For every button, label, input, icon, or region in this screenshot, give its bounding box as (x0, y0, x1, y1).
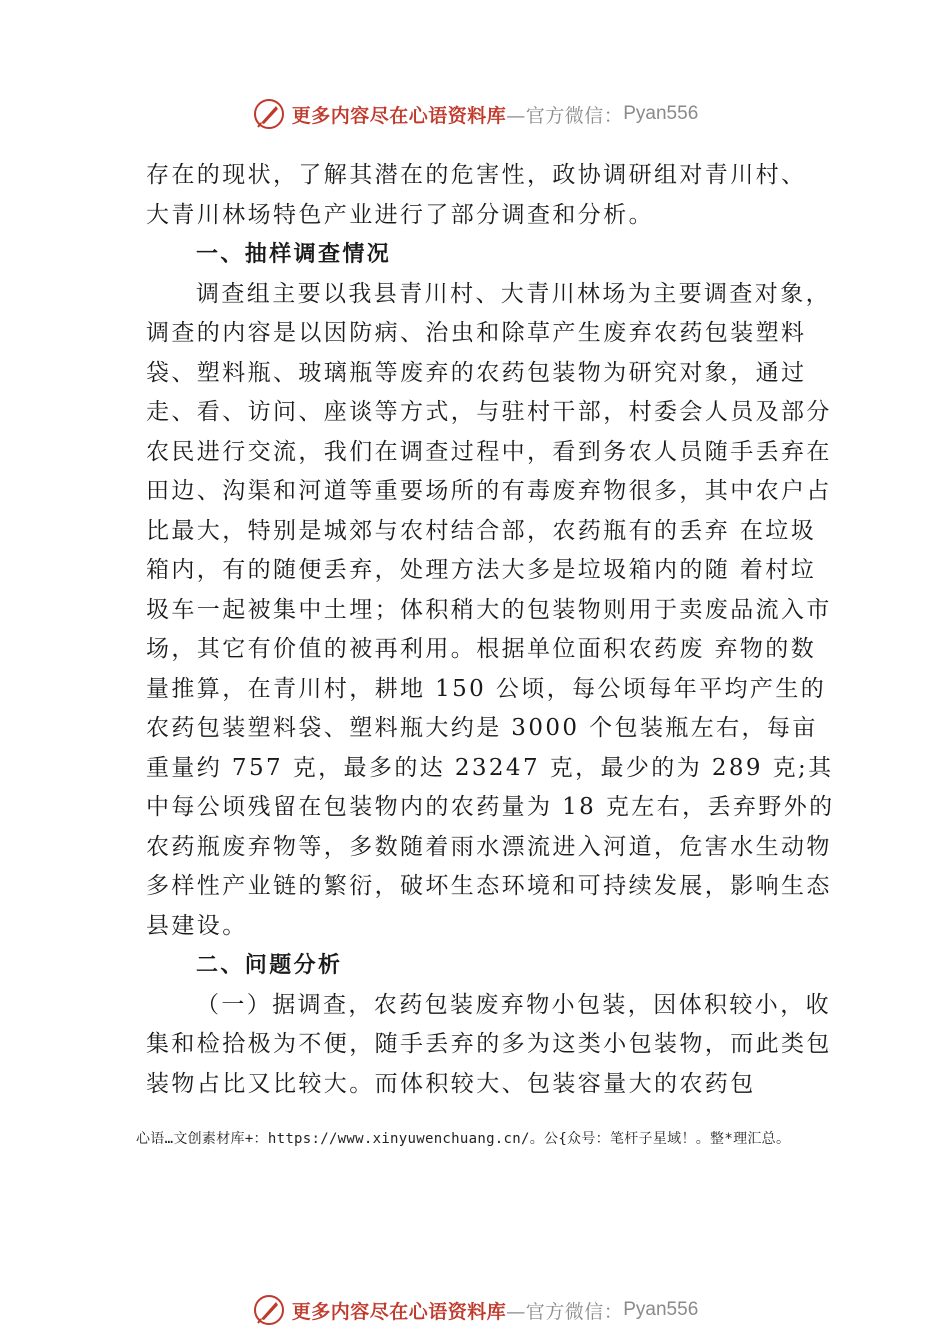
paragraph: （一）据调查，农药包装废弃物小包装，因体积较小，收集和检拾极为不便，随手丢弃的多为这类小包装物，而此类包装物占比又比较大。而体积较大、包装容量大的农药包 (146, 991, 832, 1097)
banner-wechat-id: Pyan556 (623, 103, 699, 124)
header-banner (0, 94, 950, 134)
banner-wechat-label: —官方微信： (506, 104, 624, 127)
quill-logo-icon (252, 1293, 286, 1327)
banner-wechat-label: —官方微信： (506, 1300, 624, 1323)
paragraph: 存在的现状，了解其潜在的危害性，政协调研组对青川村、 大青川林场特色产业进行了部分调查和分析。 (146, 162, 807, 228)
section-heading: 二、问题分析 (196, 953, 343, 978)
footer-note: 心语…文创素材库+：https://www.xinyuwenchuang.cn/。公{众号：笔杆子星域！。整*理汇总。 (136, 1131, 791, 1147)
banner-wechat-id: Pyan556 (623, 1299, 699, 1320)
banner-title: 更多内容尽在心语资料库 (291, 1300, 507, 1323)
document-body (146, 156, 836, 1104)
quill-logo-icon (252, 97, 286, 131)
paragraph: 调查组主要以我县青川村、大青川林场为主要调查对象，调查的内容是以因防病、治虫和除草产生废弃农药包装塑料袋、塑料瓶、玻璃瓶等废弃的农药包装物为研究对象，通过走、看、访问、座谈等方式，与驻村干部，村委会人员及部分农民进行交流，我们在调查过程中，看到务农人员随手丢弃在田边、沟渠和河道等重要场所的有毒废弃物很多，其中农户占比最大，特别是城郊与农村结合部，农药瓶有的丢弃 在垃圾箱内，有的随便丢弃，处理方法大多是垃圾箱内的随 着村垃圾车一起被集中土埋；体积稍大的包装物则用于卖废品流入市场，其它有价值的被再利用。根据单位面积农药废 弃物的数量推算，在青川村，耕地 150 公顷，每公顷每年平均产生的农药包装塑料袋、塑料瓶大约是 3000 个包装瓶左右，每亩重量约 757 克，最多的达 23247 克，最少的为 289 克;其中每公顷残留在包装物内的农药量为 18 克左右，丢弃野外的农药瓶废弃物等，多数随着雨水漂流进入河道，危害水生动物多样性产业链的繁衍，破坏生态环境和可持续发展，影响生态县建设。 (146, 280, 835, 939)
section-heading: 一、抽样调查情况 (196, 242, 392, 267)
banner-title: 更多内容尽在心语资料库 (291, 104, 507, 127)
footer-banner (0, 1290, 950, 1330)
